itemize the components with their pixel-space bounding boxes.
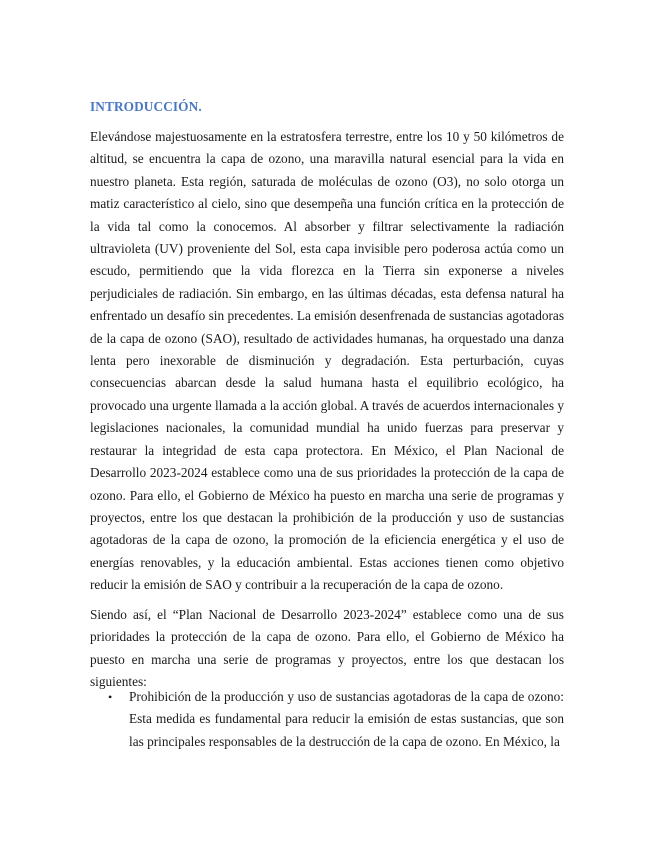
plan-paragraph: Siendo así, el “Plan Nacional de Desarrollo 2023-2024” establece como una de sus prioridades la protección de la capa de ozono. Para ello, el Gobierno de México ha puesto en marcha una serie de programas y proyectos, entre los que destacan los siguientes: [90, 607, 564, 690]
intro-paragraph: Elevándose majestuosamente en la estratosfera terrestre, entre los 10 y 50 kilómetros de altitud, se encuentra la capa de ozono, una maravilla natural esencial para la vida en nuestro planeta. Esta región, saturada de moléculas de ozono (O3), no solo otorga un matiz característico al cielo, sino que desempeña una función crítica en la protección de la vida tal como la conocemos. Al absorber y filtrar selectivamente la radiación ultravioleta (UV) proveniente del Sol, esta capa invisible pero poderosa actúa como un escudo, permitiendo que la vida florezca en la Tierra sin exponerse a niveles perjudiciales de radiación. Sin embargo, en las últimas décadas, esta defensa natural ha enfrentado un desafío sin precedentes. La emisión desenfrenada de sustancias agotadoras de la capa de ozono (SAO), resultado de actividades humanas, ha orquestado una danza lenta pero inexorable de disminución y degradación. Esta perturbación, cuyas consecuencias abarcan desde la salud humana hasta el equilibrio ecológico, ha provocado una urgente llamada a la acción global. A través de acuerdos internacionales y legislaciones nacionales, la comunidad mundial ha unido fuerzas para preservar y restaurar la integridad de esta capa protectora. En México, el Plan Nacional de Desarrollo 2023-2024 establece como una de sus prioridades la protección de la capa de ozono. Para ello, el Gobierno de México ha puesto en marcha una serie de programas y proyectos, entre los que destacan la prohibición de la producción y uso de sustancias agotadoras de la capa de ozono, la promoción de la eficiencia energética y el uso de energías renovables, y la educación ambiental. Estas acciones tienen como objetivo reducir la emisión de SAO y contribuir a la recuperación de la capa de ozono. [90, 129, 564, 593]
list-item [90, 686, 564, 753]
bullet-icon: • [108, 690, 113, 704]
measures-list [90, 686, 564, 753]
section-heading: INTRODUCCIÓN. [90, 99, 202, 114]
list-item-text: Prohibición de la producción y uso de sustancias agotadoras de la capa de ozono: Esta medida es fundamental para reducir la emisión de estas sustancias, que son las principales responsables de la destrucción de la capa de ozono. En México, la [129, 689, 564, 749]
